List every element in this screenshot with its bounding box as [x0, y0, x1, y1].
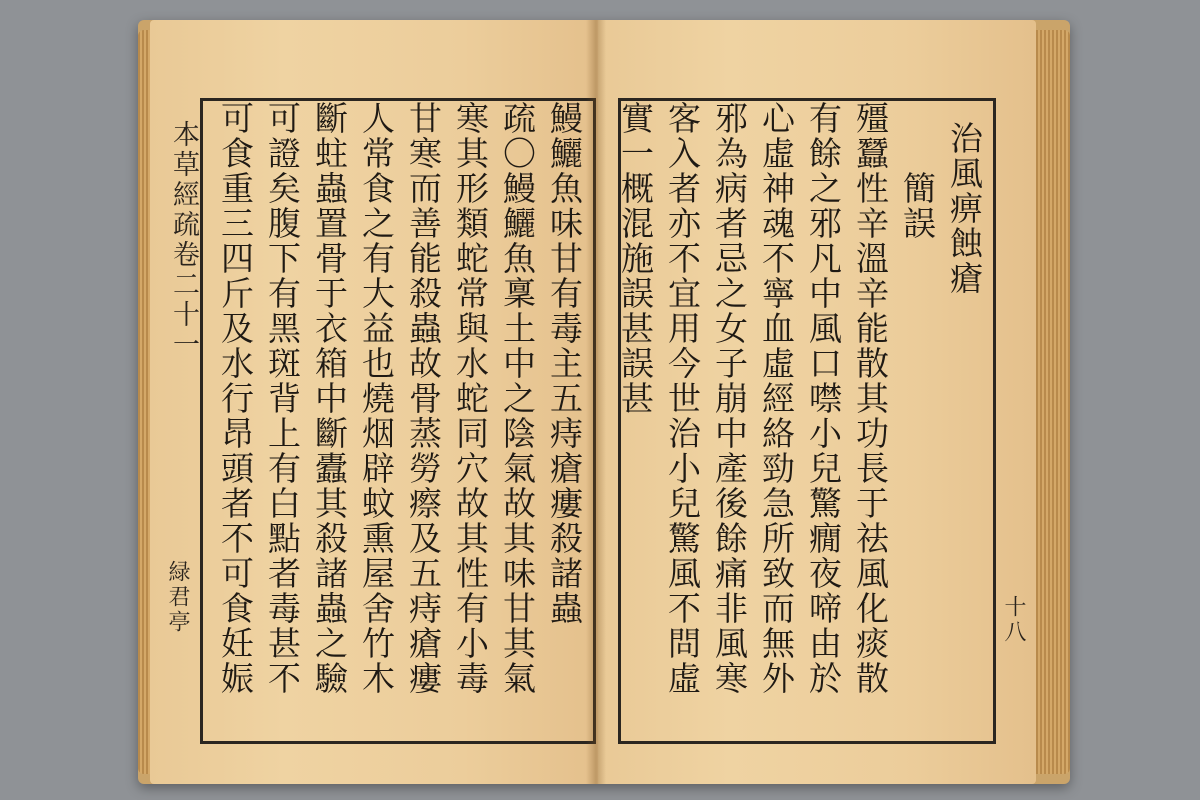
text-column: 鰻鱺魚味甘有毒主五痔瘡瘻殺諸蟲	[545, 101, 584, 626]
page-number: 十八	[1001, 595, 1026, 645]
text-column: 疏〇鰻鱺魚稟土中之陰氣故其味甘其氣	[498, 101, 537, 696]
text-column: 寒其形類蛇常與水蛇同穴故其性有小毒	[451, 101, 490, 696]
margin-title: 本草經疏卷二十一	[168, 120, 199, 360]
right-page	[598, 20, 1036, 784]
text-column: 簡誤	[898, 171, 937, 241]
text-column: 心虛神魂不寧血虛經絡勁急所致而無外	[757, 101, 796, 696]
right-page-edges	[1036, 30, 1070, 774]
left-page	[150, 20, 598, 784]
text-column: 甘寒而善能殺蟲故骨蒸勞瘵及五痔瘡瘻	[404, 101, 443, 696]
text-column: 有餘之邪凡中風口噤小兒驚癇夜啼由於	[804, 101, 843, 696]
text-frame-left	[200, 98, 596, 744]
text-column: 殭蠶性辛溫辛能散其功長于祛風化痰散	[851, 101, 890, 696]
text-frame-right	[618, 98, 996, 744]
text-column: 人常食之有大益也燒烟辟蚊熏屋舍竹木	[357, 101, 396, 696]
text-column: 實一概混施誤甚誤甚	[616, 101, 655, 416]
section-title: 治風痹蝕瘡	[945, 121, 984, 296]
text-column: 客入者亦不宜用今世治小兒驚風不問虛	[663, 101, 702, 696]
text-column: 可證矣腹下有黑斑背上有白點者毒甚不	[263, 101, 302, 696]
text-column: 可食重三四斤及水行昂頭者不可食妊娠	[216, 101, 255, 696]
text-column: 邪為病者忌之女子崩中產後餘痛非風寒	[710, 101, 749, 696]
left-page-edges	[138, 30, 150, 774]
text-column: 斷蛀蟲置骨于衣箱中斷蠹其殺諸蟲之驗	[310, 101, 349, 696]
publisher-mark: 緑君亭	[165, 560, 190, 635]
book-gutter	[586, 20, 606, 784]
open-book	[138, 20, 1070, 784]
